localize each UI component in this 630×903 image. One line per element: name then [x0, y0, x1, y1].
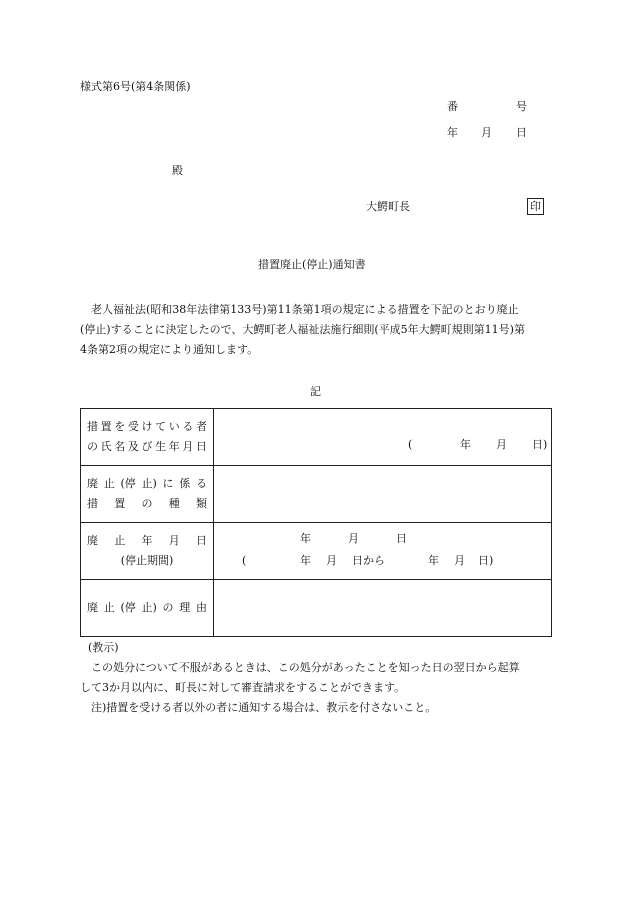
label-line: 措 置 を 受 け て い る 者 [87, 420, 207, 433]
instruction-block [80, 638, 555, 718]
row-label-measure-type [81, 466, 214, 523]
period-year-to: 年 [428, 554, 439, 567]
label-line: 廃 止 (停 止) の 理 由 [87, 601, 207, 614]
label-line: 廃 止 (停 止) に 係 る [87, 477, 207, 490]
field-date[interactable] [214, 523, 552, 580]
birth-month: 月 [496, 438, 507, 451]
birth-year: 年 [460, 438, 471, 451]
seal-box: 印 [527, 198, 544, 215]
number-label: 番 [447, 100, 458, 113]
label-line: (停止期間) [120, 554, 174, 567]
field-measure-type[interactable] [214, 466, 552, 523]
field-reason[interactable] [214, 580, 552, 637]
period-day-to: 日) [478, 554, 494, 567]
table-row [81, 523, 552, 580]
document-title: 措置廃止(停止)通知書 [258, 258, 366, 271]
instruction-note: 注)措置を受ける者以外の者に通知する場合は、教示を付さないこと。 [91, 701, 437, 714]
label-line: 措 置 の 種 類 [87, 497, 207, 510]
date-month: 月 [481, 126, 492, 139]
row-label-date [81, 523, 214, 580]
table-row [81, 409, 552, 466]
birth-open-paren: ( [408, 438, 413, 451]
field-person[interactable] [214, 409, 552, 466]
ki-label: 記 [310, 385, 321, 398]
instruction-line: して3か月以内に、町長に対して審査請求をすることができます。 [80, 681, 406, 694]
table-row [81, 466, 552, 523]
record-table [80, 408, 552, 637]
label-line: の 氏 名 及 び 生 年 月 日 [87, 440, 207, 453]
body-line: (停止)することに決定したので、大鰐町老人福祉法施行細則(平成5年大鰐町規則第11号)第 [80, 323, 525, 336]
instruction-heading: (教示) [88, 641, 119, 654]
addressee-suffix: 殿 [172, 164, 183, 177]
issuer: 大鰐町長 [366, 200, 410, 213]
period-day-from: 日から [352, 554, 385, 567]
period-month-from: 月 [326, 554, 337, 567]
period-year-from: 年 [300, 554, 311, 567]
date-day: 日 [396, 532, 407, 545]
row-label-person [81, 409, 214, 466]
date-day: 日 [516, 126, 527, 139]
label-line: 廃 止 年 月 日 [87, 534, 207, 547]
table-row [81, 580, 552, 637]
date-year: 年 [447, 126, 458, 139]
period-open-paren: ( [242, 554, 247, 567]
period-month-to: 月 [454, 554, 465, 567]
body-line: 老人福祉法(昭和38年法律第133号)第11条第1項の規定による措置を下記のとおり廃止 [91, 303, 519, 316]
form-number: 様式第6号(第4条関係) [80, 80, 191, 93]
body-line: 4条第2項の規定により通知します。 [80, 343, 259, 356]
date-year: 年 [300, 532, 311, 545]
body-paragraph [80, 300, 555, 360]
row-label-reason [81, 580, 214, 637]
birth-day: 日) [532, 438, 548, 451]
date-month: 月 [348, 532, 359, 545]
number-suffix: 号 [516, 100, 527, 113]
instruction-line: この処分について不服があるときは、この処分があったことを知った日の翌日から起算 [91, 661, 520, 674]
